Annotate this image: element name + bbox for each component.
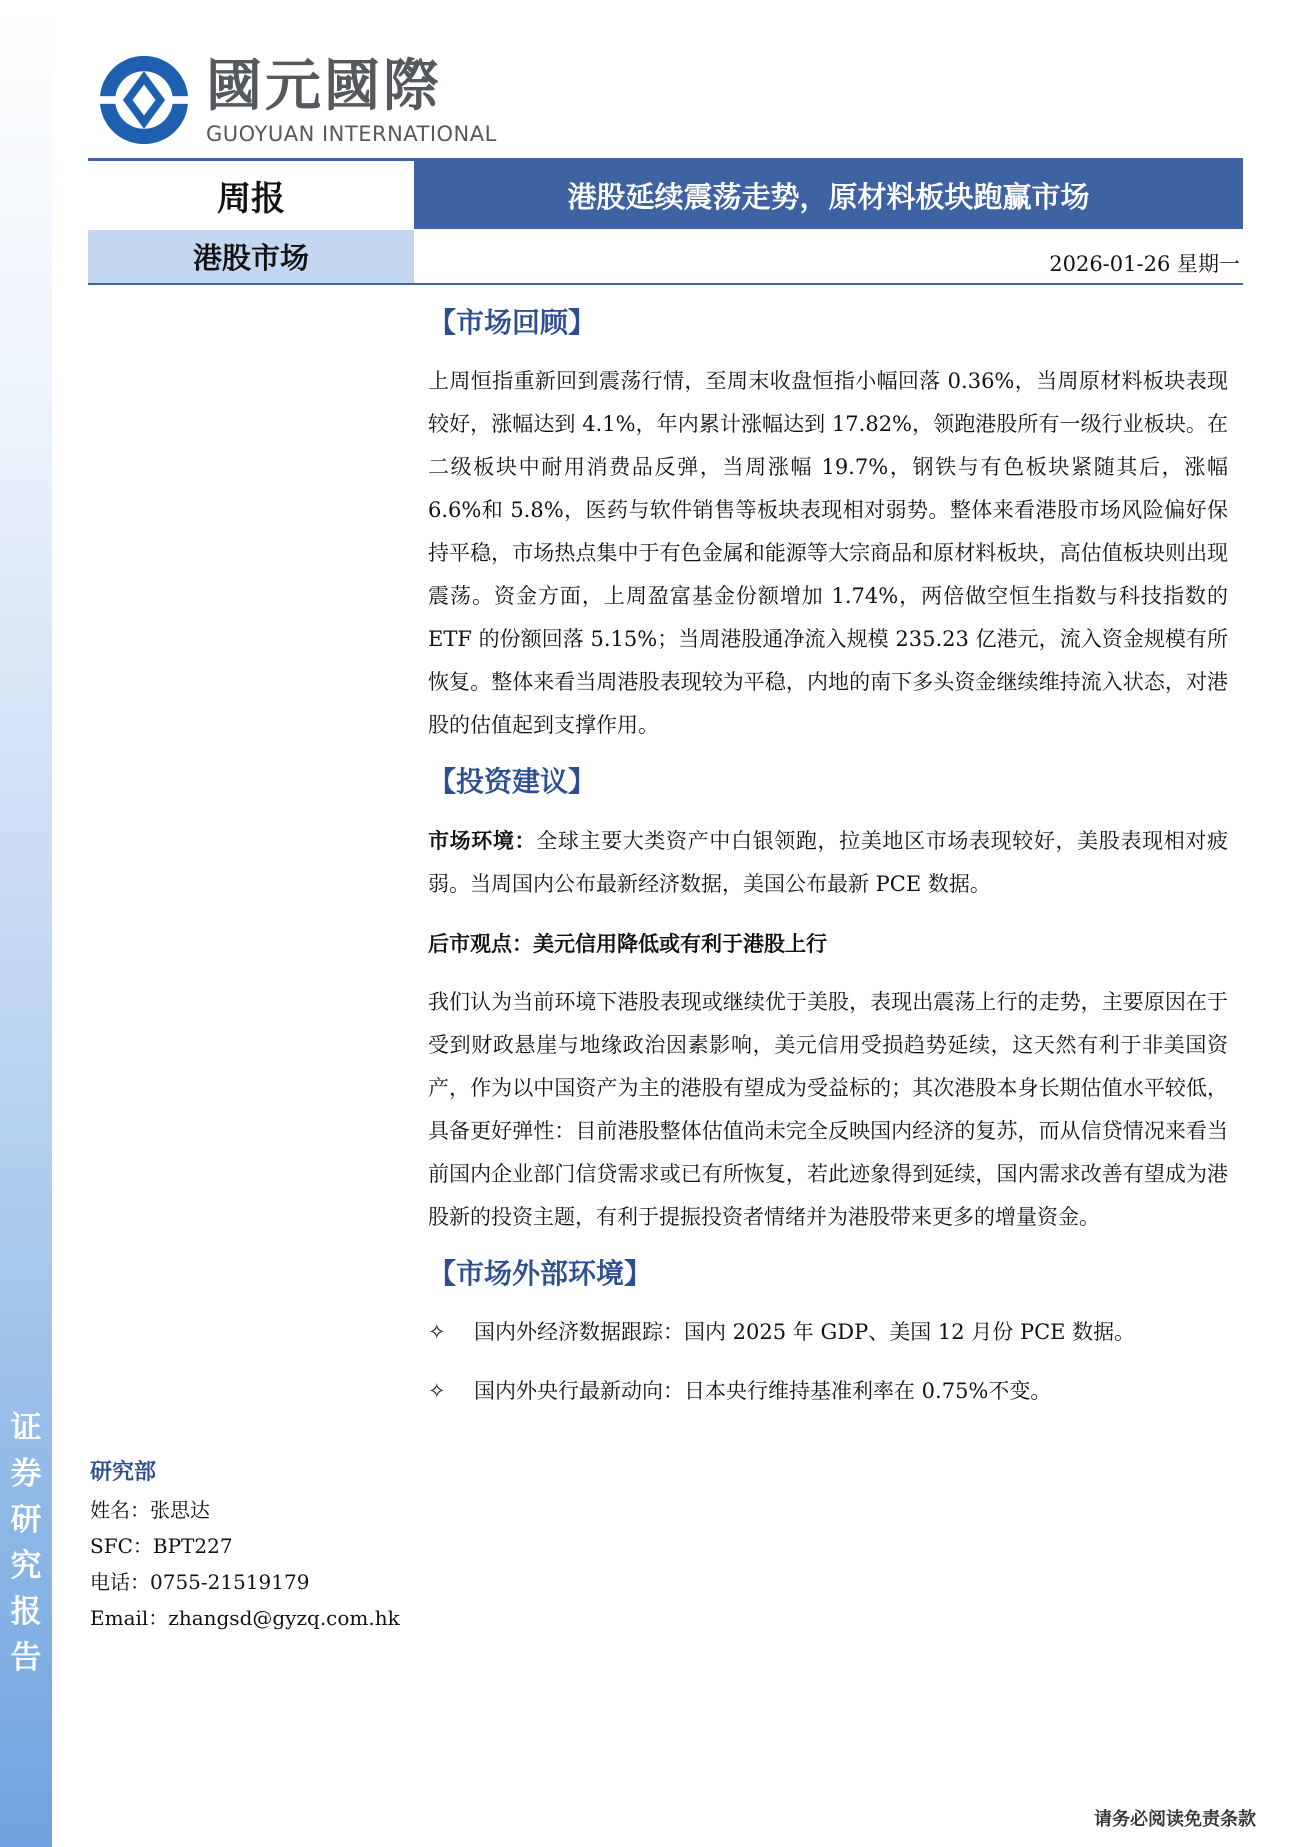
company-logo [96,52,497,152]
header-rule-bottom [88,283,1243,285]
author-name: 姓名：张思达 [90,1498,210,1522]
logo-text-cn: 國元國際 [206,54,442,119]
outlook-heading: 后市观点：美元信用降低或有利于港股上行 [428,931,827,956]
section-heading-advice: 【投资建议】 [428,765,597,798]
section-heading-external: 【市场外部环境】 [428,1257,653,1290]
list-item [428,1311,1228,1354]
report-type: 周报 [88,161,414,229]
market-environment-label: 市场环境： [428,828,537,853]
list-item [428,1370,1228,1413]
report-title: 港股延续震荡走势，原材料板块跑赢市场 [414,161,1243,229]
main-content [428,300,1228,1413]
author-phone: 电话：0755-21519179 [90,1570,310,1594]
footer-disclaimer: 请务必阅读免责条款 [1094,1809,1256,1830]
side-label-char: 告 [10,1640,42,1676]
author-department: 研究部 [90,1459,157,1485]
market-environment-paragraph [428,819,1228,906]
section-heading-review: 【市场回顾】 [428,306,597,339]
report-date: 2026-01-26 星期一 [1049,252,1240,276]
market-label: 港股市场 [88,230,414,283]
author-sfc: SFC：BPT227 [90,1534,233,1558]
side-label [8,1405,44,1681]
author-info [90,1452,410,1636]
bullet-icon: ✧ [428,1379,446,1403]
market-environment-text: 全球主要大类资产中白银领跑，拉美地区市场表现较好，美股表现相对疲弱。当周国内公布最新经济数据，美国公布最新 PCE 数据。 [428,829,1229,896]
outlook-paragraph: 我们认为当前环境下港股表现或继续优于美股，表现出震荡上行的走势，主要原因在于受到财政悬崖与地缘政治因素影响，美元信用受损趋势延续，这天然有利于非美国资产，作为以中国资产为主的港股有望成为受益标的；其次港股本身长期估值水平较低，具备更好弹性：目前港股整体估值尚未完全反映国内经济的复苏，而从信贷情况来看当前国内企业部门信贷需求或已有所恢复，若此迹象得到延续，国内需求改善有望成为港股新的投资主题，有利于提振投资者情绪并为港股带来更多的增量资金。 [428,990,1228,1229]
bullet-icon: ✧ [428,1320,446,1344]
bullet-text: 国内外经济数据跟踪：国内 2025 年 GDP、美国 12 月份 PCE 数据。 [474,1320,1136,1344]
logo-text-en: GUOYUAN INTERNATIONAL [206,122,497,146]
bullet-text: 国内外央行最新动向：日本央行维持基准利率在 0.75%不变。 [474,1379,1052,1403]
side-label-char: 证 [10,1410,42,1446]
side-label-char: 券 [10,1456,42,1492]
author-email: Email：zhangsd@gyzq.com.hk [90,1606,400,1630]
logo-mark-icon [96,52,192,148]
side-label-char: 报 [10,1594,42,1630]
side-label-char: 研 [10,1502,42,1538]
review-paragraph: 上周恒指重新回到震荡行情，至周末收盘恒指小幅回落 0.36%，当周原材料板块表现较好，涨幅达到 4.1%，年内累计涨幅达到 17.82%，领跑港股所有一级行业板块。在二级板块中耐用消费品反弹，当周涨幅 19.7%，钢铁与有色板块紧随其后，涨幅 6.6%和 5.8%，医药与软件销售等板块表现相对弱势。整体来看港股市场风险偏好保持平稳，市场热点集中于有色金属和能源等大宗商品和原材料板块，高估值板块则出现震荡。资金方面，上周盈富基金份额增加 1.74%，两倍做空恒生指数与科技指数的 ETF 的份额回落 5.15%；当周港股通净流入规模 235.23 亿港元，流入资金规模有所恢复。整体来看当周港股表现较为平稳，内地的南下多头资金继续维持流入状态，对港股的估值起到支撑作用。 [428,369,1228,737]
side-label-char: 究 [10,1548,42,1584]
